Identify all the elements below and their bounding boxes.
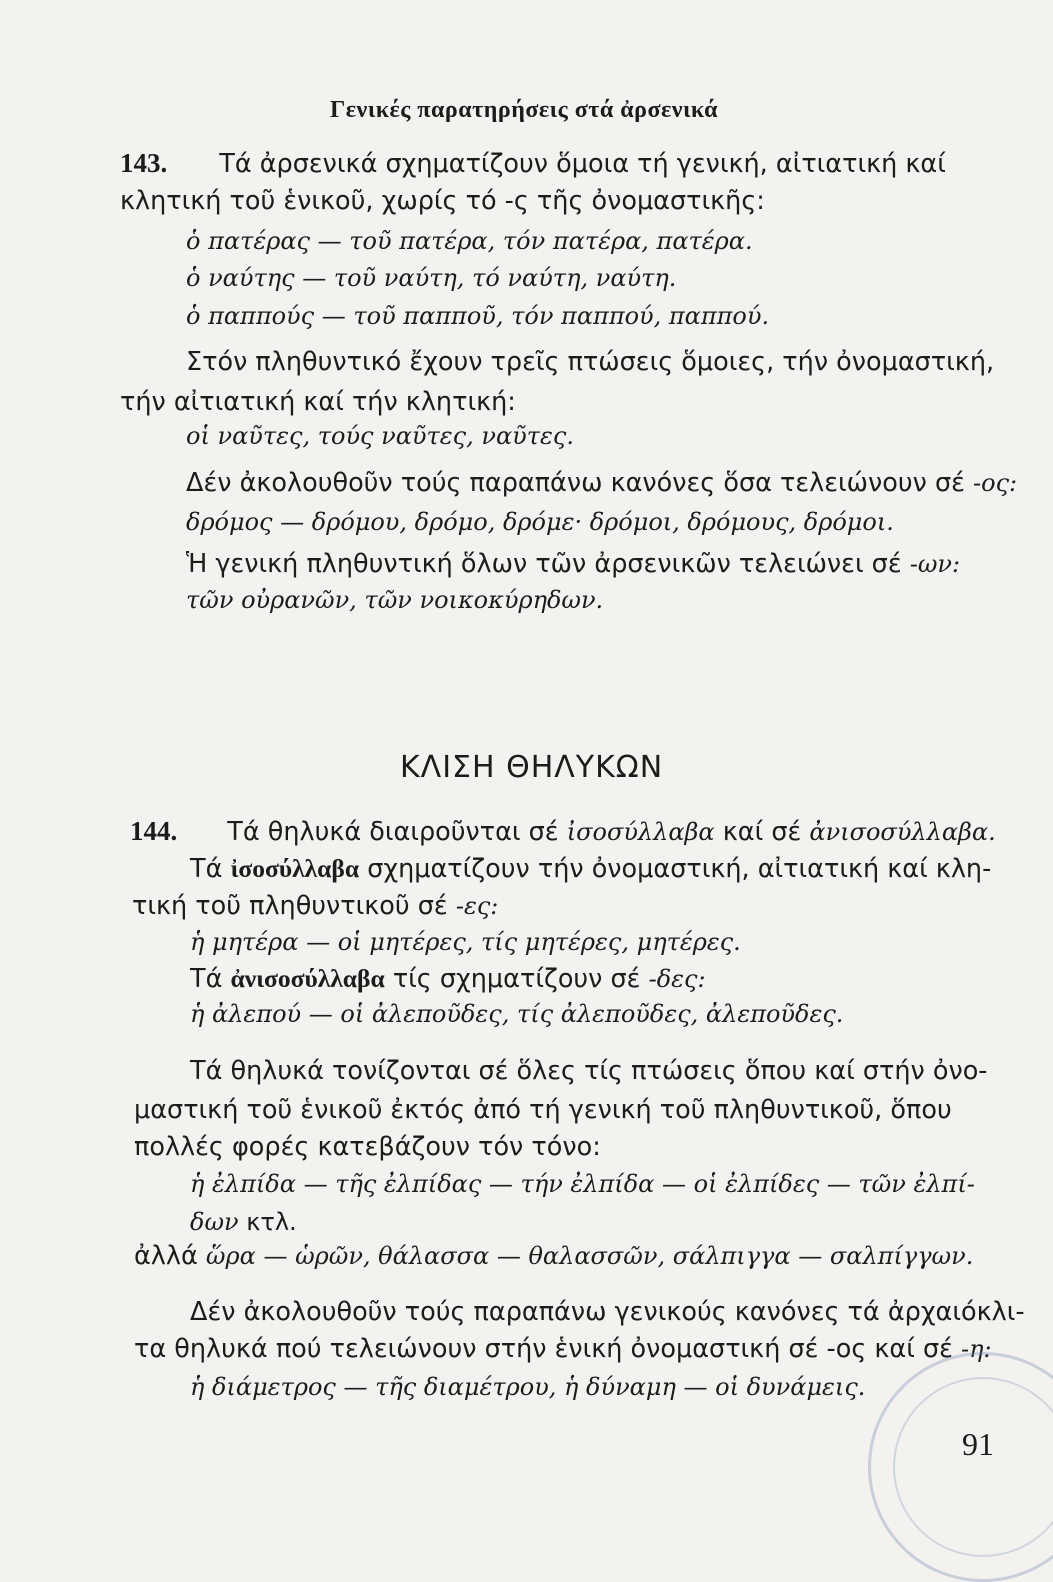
text: κτλ. <box>246 1208 297 1236</box>
example-line: οἱ ναῦτες, τούς ναῦτες, ναῦτες. <box>186 422 574 450</box>
example-line: ἡ διάμετρος — τῆς διαμέτρου, ἡ δύναμη — οἱ δυνάμεις. <box>190 1373 866 1401</box>
example-line: ὁ ναύτης — τοῦ ναύτη, τό ναύτη, ναύτη. <box>186 264 677 292</box>
suffix: -ος: <box>973 469 1018 497</box>
section-heading-feminine: ΚΛΙΣΗ ΘΗΛΥΚΩΝ <box>400 750 664 785</box>
example-line: δρόμος — δρόμου, δρόμο, δρόμε· δρόμοι, δρόμους, δρόμοι. <box>186 508 894 536</box>
paragraph-number: 143. <box>120 148 168 178</box>
bold-term: ἰσοσύλλαβα <box>230 854 360 883</box>
genitive-line <box>186 548 960 580</box>
example-line: ἡ ἀλεπού — οἱ ἀλεποῦδες, τίς ἀλεποῦδες, ἀλεποῦδες. <box>190 1000 844 1028</box>
paragraph-number: 144. <box>130 816 178 846</box>
text: σχηματίζουν τήν ὀνομαστική, αἰτιατική καί κλη- <box>367 854 992 884</box>
text: τα θηλυκά πού τελειώνουν στήν ἑνική ὀνομαστική σέ -ος καί σέ <box>134 1334 953 1364</box>
text: καί σέ <box>722 817 802 847</box>
example-line: ἡ μητέρα — οἱ μητέρες, τίς μητέρες, μητέρες. <box>190 928 741 956</box>
paragraph-144-line-1 <box>130 815 996 848</box>
text: Ἡ γενική πληθυντική ὅλων τῶν ἀρσενικῶν τελειώνει σέ <box>186 549 902 579</box>
accent-line-3: πολλές φορές κατεβάζουν τόν τόνο: <box>134 1132 601 1162</box>
example-line <box>190 1206 297 1238</box>
suffix: -ες: <box>455 892 499 920</box>
paragraph-143-line-2: κλητική τοῦ ἑνικοῦ, χωρίς τό -ς τῆς ὀνομαστικῆς: <box>120 186 765 216</box>
text: τική τοῦ πληθυντικοῦ σέ <box>132 891 448 921</box>
alla-line <box>134 1240 973 1272</box>
paragraph-143-line-1 <box>120 147 946 180</box>
suffix: -ων: <box>909 550 961 578</box>
accent-line-1: Τά θηλυκά τονίζονται σέ ὅλες τίς πτώσεις ὅπου καί στήν ὀνο- <box>190 1056 988 1086</box>
example-line: ἡ ἐλπίδα — τῆς ἐλπίδας — τήν ἐλπίδα — οἱ ἐλπίδες — τῶν ἐλπί- <box>190 1170 975 1198</box>
plural-line-2: τήν αἰτιατική καί τήν κλητική: <box>120 387 516 417</box>
term: ἀνισοσύλλαβα. <box>809 818 996 846</box>
suffix: -δες: <box>648 965 706 993</box>
example: ὥρα — ὡρῶν, θάλασσα — θαλασσῶν, σάλπιγγα — σαλπίγγων. <box>205 1242 974 1270</box>
accent-line-2: μαστική τοῦ ἑνικοῦ ἐκτός ἀπό τή γενική τοῦ πληθυντικοῦ, ὅπου <box>134 1095 952 1125</box>
example-line: ὁ παππούς — τοῦ παπποῦ, τόν παππού, παππού. <box>186 302 770 330</box>
isosyllabic-line-2 <box>132 890 498 922</box>
archaic-line-2 <box>134 1333 992 1365</box>
text: Τά <box>190 854 223 884</box>
suffix: -η: <box>961 1335 992 1363</box>
archaic-line-1: Δέν ἀκολουθοῦν τούς παραπάνω γενικούς κανόνες τά ἀρχαιόκλι- <box>190 1297 1025 1327</box>
plural-line-1: Στόν πληθυντικό ἔχουν τρεῖς πτώσεις ὅμοιες, τήν ὀνομαστική, <box>186 347 995 377</box>
example-line: τῶν οὐρανῶν, τῶν νοικοκύρηδων. <box>186 586 604 614</box>
text: Τά θηλυκά διαιροῦνται σέ <box>227 817 559 847</box>
text: Τά <box>190 964 223 994</box>
library-stamp <box>868 1352 1053 1582</box>
isosyllabic-line-1 <box>190 853 991 885</box>
section-heading-masculine: Γενικές παρατηρήσεις στά ἀρσενικά <box>330 97 718 123</box>
term: ἰσοσύλλαβα <box>566 818 715 846</box>
bold-term: ἀνισοσύλλαβα <box>230 964 385 993</box>
exception-line <box>186 467 1017 499</box>
text: Δέν ἀκολουθοῦν τούς παραπάνω κανόνες ὅσα τελειώνουν σέ <box>186 468 965 498</box>
text: δων <box>190 1208 239 1236</box>
anisosyllabic-line <box>190 963 706 995</box>
text: ἀλλά <box>134 1241 198 1271</box>
example-line: ὁ πατέρας — τοῦ πατέρα, τόν πατέρα, πατέρα. <box>186 227 753 255</box>
page-number: 91 <box>962 1426 994 1462</box>
text: Τά ἀρσενικά σχηματίζουν ὅμοια τή γενική, αἰτιατική καί <box>219 149 946 179</box>
text: τίς σχηματίζουν σέ <box>392 964 641 994</box>
